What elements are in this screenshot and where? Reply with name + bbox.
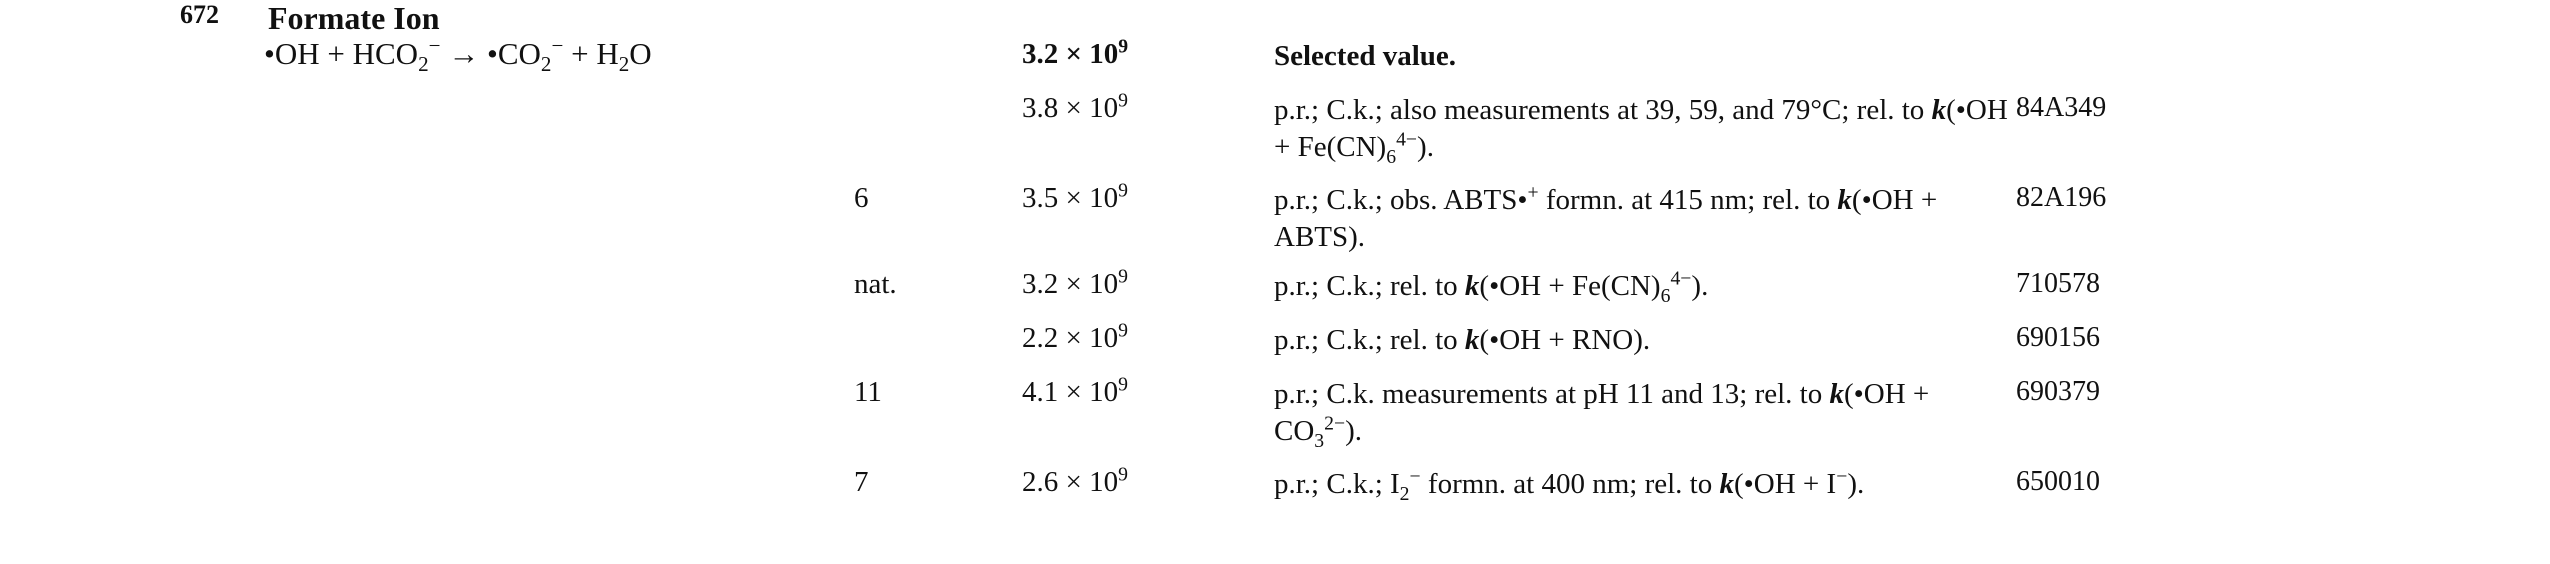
k-symbol: k bbox=[1719, 468, 1734, 500]
rate-base: 2.6 × 10 bbox=[1022, 466, 1119, 498]
rate-constant bbox=[1022, 463, 1128, 499]
k-symbol: k bbox=[1464, 324, 1480, 356]
rate-constant bbox=[1022, 35, 1129, 71]
comment-text: p.r.; C.k.; I bbox=[1274, 468, 1400, 500]
rate-base: 3.2 × 10 bbox=[1022, 38, 1119, 70]
comment-text: (•OH + I bbox=[1733, 468, 1837, 500]
comment-text: ). bbox=[1345, 415, 1363, 447]
rate-base: 3.2 × 10 bbox=[1022, 268, 1119, 300]
comment-text: (•OH + RNO). bbox=[1479, 324, 1651, 356]
reaction-product-tail: O bbox=[629, 36, 652, 71]
rate-constant bbox=[1022, 265, 1128, 301]
comment bbox=[1274, 466, 2014, 503]
reaction-product: •CO bbox=[487, 36, 541, 71]
comment-text: p.r.; C.k.; also measurements at 39, 59, and 79°C; rel. to bbox=[1274, 94, 1932, 126]
rate-exponent: 9 bbox=[1118, 463, 1128, 486]
entry-number: 672 bbox=[180, 0, 219, 29]
comment-text: ). bbox=[1417, 131, 1434, 163]
compound-title: Formate Ion bbox=[268, 0, 440, 36]
reaction-superscript: − bbox=[551, 33, 564, 58]
comment: Selected value. bbox=[1274, 40, 1457, 72]
reaction-superscript: − bbox=[428, 33, 441, 58]
reference-code: 650010 bbox=[2016, 466, 2100, 497]
comment bbox=[1274, 322, 2014, 359]
rate-exponent: 9 bbox=[1118, 319, 1128, 342]
reference-code: 690156 bbox=[2016, 322, 2100, 353]
rate-constant bbox=[1022, 179, 1128, 215]
rate-exponent: 9 bbox=[1118, 35, 1129, 58]
comment bbox=[1274, 268, 2014, 305]
reference-code: 690379 bbox=[2016, 376, 2100, 407]
comment-text: p.r.; C.k.; rel. to bbox=[1274, 324, 1465, 356]
comment-text: p.r.; C.k.; rel. to bbox=[1274, 270, 1465, 302]
comment bbox=[1274, 182, 2014, 256]
comment-subscript: 6 bbox=[1386, 145, 1397, 168]
comment-text: (•OH + Fe(CN) bbox=[1274, 94, 2008, 163]
rate-base: 3.8 × 10 bbox=[1022, 92, 1119, 124]
comment-subscript: 2 bbox=[1399, 482, 1410, 505]
ph-value: 11 bbox=[854, 376, 882, 408]
k-symbol: k bbox=[1837, 184, 1852, 216]
comment-superscript: + bbox=[1527, 181, 1539, 204]
comment-text: formn. at 415 nm; rel. to bbox=[1538, 184, 1838, 216]
comment-subscript: 6 bbox=[1660, 284, 1671, 307]
comment bbox=[1274, 376, 2014, 450]
comment-superscript: 4− bbox=[1670, 267, 1692, 290]
rate-constant bbox=[1022, 373, 1128, 409]
comment-superscript: − bbox=[1409, 465, 1421, 488]
k-symbol: k bbox=[1464, 270, 1480, 302]
reaction-subscript: 2 bbox=[418, 52, 429, 77]
rate-exponent: 9 bbox=[1118, 265, 1128, 288]
ph-value: nat. bbox=[854, 268, 897, 300]
comment-superscript: 4− bbox=[1396, 128, 1418, 151]
reaction-subscript: 2 bbox=[618, 52, 630, 77]
comment-text: ). bbox=[1691, 270, 1709, 302]
rate-constant bbox=[1022, 89, 1128, 125]
reference-code: 84A349 bbox=[2016, 92, 2107, 123]
comment-subscript: 3 bbox=[1314, 429, 1325, 452]
comment-text: (•OH + Fe(CN) bbox=[1479, 270, 1661, 302]
comment-text: ). bbox=[1847, 468, 1865, 500]
rate-constant bbox=[1022, 319, 1128, 355]
reaction-reactant: •OH + HCO bbox=[264, 36, 419, 71]
reaction-plus: + H bbox=[563, 36, 619, 71]
comment bbox=[1274, 92, 2014, 166]
comment-text: (•OH + ABTS). bbox=[1274, 184, 1938, 253]
rate-exponent: 9 bbox=[1118, 179, 1128, 202]
rate-exponent: 9 bbox=[1118, 373, 1128, 396]
k-symbol: k bbox=[1829, 378, 1844, 410]
rate-base: 3.5 × 10 bbox=[1022, 182, 1119, 214]
rate-exponent: 9 bbox=[1118, 89, 1128, 112]
ph-value: 7 bbox=[854, 466, 869, 498]
rate-base: 4.1 × 10 bbox=[1022, 376, 1119, 408]
reference-code: 710578 bbox=[2016, 268, 2100, 299]
comment-text: (•OH + CO bbox=[1274, 378, 1930, 447]
comment-text: p.r.; C.k. measurements at pH 11 and 13; rel. to bbox=[1274, 378, 1830, 410]
reference-code: 82A196 bbox=[2016, 182, 2107, 213]
comment-superscript: − bbox=[1836, 465, 1848, 488]
reaction-subscript: 2 bbox=[540, 52, 552, 77]
comment-superscript: 2− bbox=[1324, 412, 1346, 435]
ph-value: 6 bbox=[854, 182, 869, 214]
rate-base: 2.2 × 10 bbox=[1022, 322, 1119, 354]
reaction-equation bbox=[264, 33, 652, 77]
comment-text: formn. at 400 nm; rel. to bbox=[1420, 468, 1720, 500]
k-symbol: k bbox=[1931, 94, 1947, 126]
reaction-arrow: → bbox=[440, 36, 487, 71]
comment-text: p.r.; C.k.; obs. ABTS• bbox=[1274, 184, 1528, 216]
